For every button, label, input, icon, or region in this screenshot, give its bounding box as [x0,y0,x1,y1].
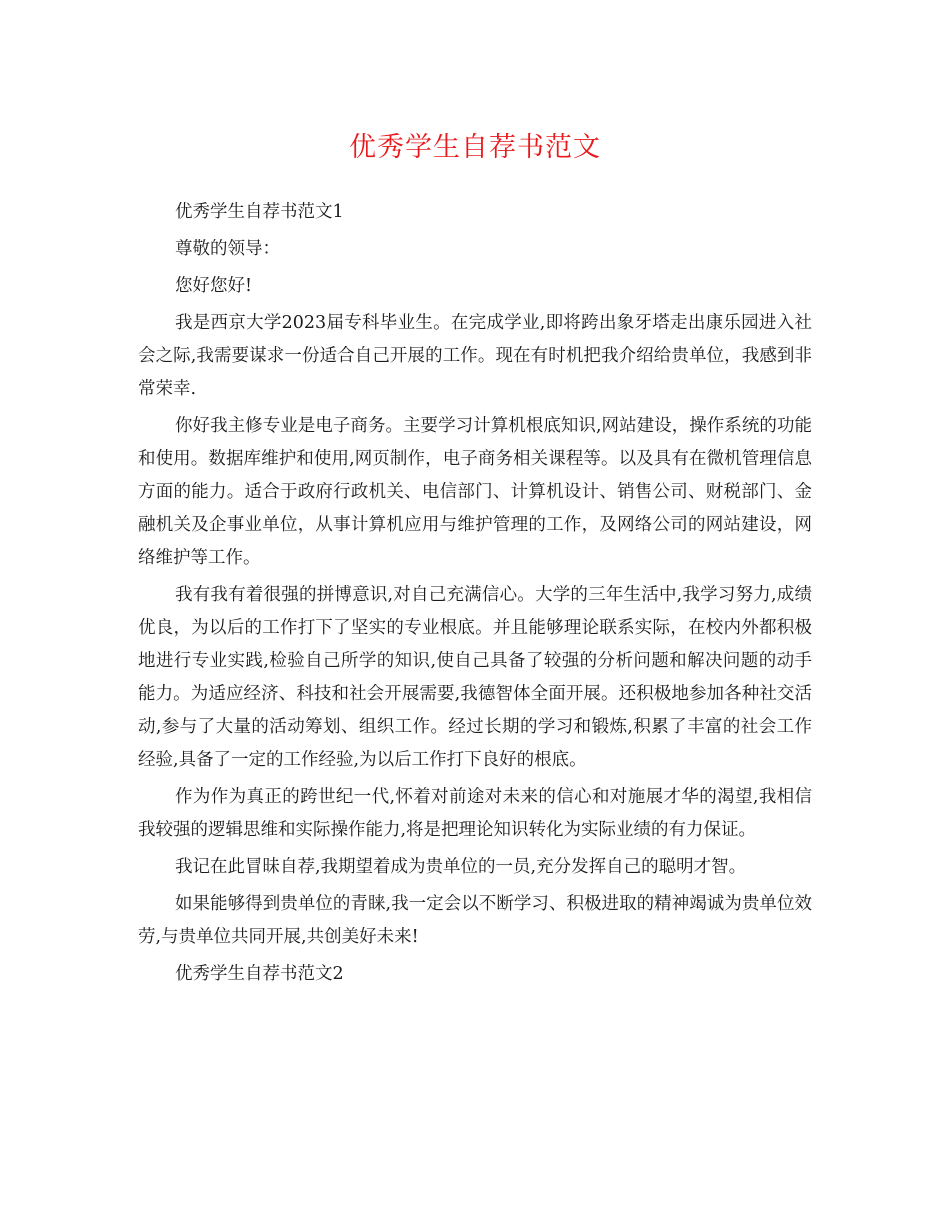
paragraph-abilities: 我有我有着很强的拼博意识,对自己充满信心。大学的三年生活中,我学习努力,成绩优良，为以后的工作打下了坚实的专业根底。并且能够理论联系实际，在校内外都积极地进行专业实践,检验自己所学的知识,使自己具备了较强的分析问题和解决问题的动手能力。为适应经济、科技和社会开展需要,我德智体全面开展。还积极地参加各种社交活动,参与了大量的活动筹划、组织工作。经过长期的学习和锻炼,积累了丰富的社会工作经验,具备了一定的工作经验,为以后工作打下良好的根底。 [138,585,812,770]
document-body [138,196,812,991]
greeting: 您好您好! [175,276,253,296]
paragraph-closing: 如果能够得到贵单位的青睐,我一定会以不断学习、积极进取的精神竭诚为贵单位效劳,与贵单位共同开展,共创美好未来! [138,894,812,947]
salutation: 尊敬的领导： [175,239,280,259]
section-heading-2: 优秀学生自荐书范文2 [175,964,344,984]
paragraph-introduction: 我是西京大学2023届专科毕业生。在完成学业,即将跨出象牙塔走出康乐园进入社会之际,我需要谋求一份适合自己开展的工作。现在有时机把我介绍给贵单位，我感到非常荣幸. [138,313,812,399]
paragraph-recommendation: 我记在此冒昧自荐,我期望着成为贵单位的一员,充分发挥自己的聪明才智。 [175,857,747,877]
section-heading-1: 优秀学生自荐书范文1 [175,202,344,222]
page-title: 优秀学生自荐书范文 [349,132,601,163]
paragraph-confidence: 作为作为真正的跨世纪一代,怀着对前途对未来的信心和对施展才华的渴望,我相信我较强的逻辑思维和实际操作能力,将是把理论知识转化为实际业绩的有力保证。 [138,787,812,840]
paragraph-major: 你好我主修专业是电子商务。主要学习计算机根底知识,网站建设，操作系统的功能和使用。数据库维护和使用,网页制作，电子商务相关课程等。以及具有在微机管理信息方面的能力。适合于政府行政机关、电信部门、计算机设计、销售公司、财税部门、金融机关及企事业单位，从事计算机应用与维护管理的工作，及网络公司的网站建设，网络维护等工作。 [138,416,812,568]
